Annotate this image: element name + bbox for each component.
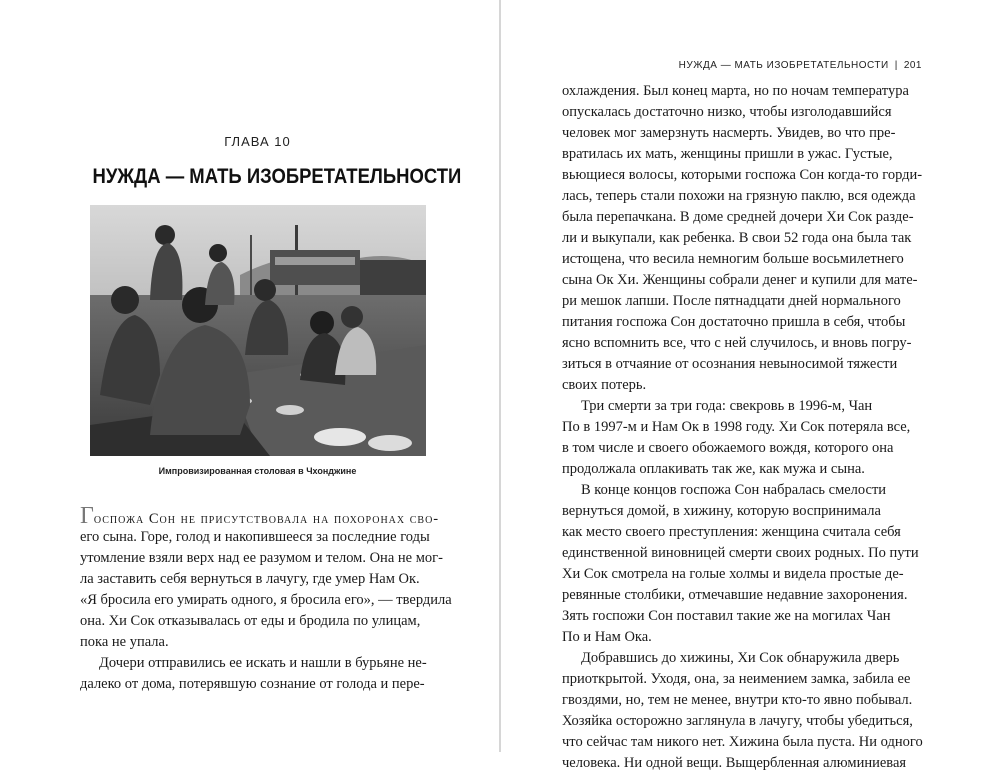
text-line: ри мешок лапши. После пятнадцати дней нормального bbox=[562, 293, 901, 309]
first-line bbox=[80, 503, 440, 529]
text-line: лась, теперь стали похожи на грязную паклю, вся одежда bbox=[562, 188, 916, 204]
text-line: Хи Сок смотрела на голые холмы и видела простые де- bbox=[562, 566, 904, 582]
photo-image bbox=[90, 205, 426, 456]
text-line: вернуться домой, в хижину, которую воспринимала bbox=[562, 503, 881, 519]
photo-caption: Импровизированная столовая в Чхонджине bbox=[158, 466, 357, 476]
text-line: утомление взяли верх над ее разумом и телом. Она не мог- bbox=[80, 550, 443, 566]
text-line: зиться в отчаяние от осознания невыносимой тяжести bbox=[562, 356, 898, 372]
text-line: сына Ок Хи. Женщины собрали денег и купили для мате- bbox=[562, 272, 918, 288]
text-line: Хозяйка осторожно заглянула в лачугу, чтобы убедиться, bbox=[562, 713, 913, 729]
text-line: гвоздями, но, тем не менее, внутри кто-то явно побывал. bbox=[562, 692, 913, 708]
text-line: как место своего преступления: женщина считала себя bbox=[562, 524, 901, 540]
text-line: опускалась достаточно низко, чтобы изголодавшийся bbox=[562, 104, 892, 120]
text-line: ли и выкупали, как ребенка. В свои 52 года она была так bbox=[562, 230, 912, 246]
text-line: вратилась их мать, женщины пришли в ужас. Густые, bbox=[562, 146, 893, 162]
text-line: продолжала оплакивать так же, как мужа и сына. bbox=[562, 461, 865, 477]
drop-cap: Г bbox=[80, 503, 94, 529]
text-line: Три смерти за три года: свекровь в 1996-м, Чан bbox=[581, 398, 873, 414]
text-line: Добравшись до хижины, Хи Сок обнаружила дверь bbox=[581, 650, 900, 666]
text-line: была перепачкана. В доме средней дочери Хи Сок разде- bbox=[562, 209, 914, 225]
text-line: Зять госпожи Сон поставил такие же на могилах Чан bbox=[562, 608, 891, 624]
text-line: По в 1997-м и Нам Ок в 1998 году. Хи Сок потеряла все, bbox=[562, 419, 911, 435]
text-line: вьющиеся волосы, которыми госпожа Сон когда-то горди- bbox=[562, 167, 923, 183]
chapter-photo bbox=[90, 205, 426, 456]
running-head-separator: | bbox=[894, 60, 898, 71]
right-body-text bbox=[562, 81, 923, 774]
chapter-title: НУЖДА — МАТЬ ИЗОБРЕТАТЕЛЬНОСТИ bbox=[92, 165, 462, 188]
text-line: ясно вспомнить все, что с ней случилось, и вновь погру- bbox=[562, 335, 912, 351]
text-line: единственной виновницей смерти своих родных. По пути bbox=[562, 545, 919, 561]
left-body-text bbox=[80, 503, 452, 695]
text-line: ла заставить себя вернуться в лачугу, где умер Нам Ок. bbox=[80, 571, 420, 587]
text-line: что сейчас там никого нет. Хижина была пуста. Ни одного bbox=[562, 734, 923, 750]
text-line: истощена, что весила немногим больше восьмилетнего bbox=[562, 251, 904, 267]
first-words: оспожа Сон не присутствовала на похоронах сво- bbox=[93, 511, 440, 527]
text-line: человека. Ни одной вещи. Выщербленная алюминиевая bbox=[562, 755, 907, 771]
text-line: приоткрытой. Уходя, она, за неимением замка, забила ее bbox=[562, 671, 911, 687]
text-line: Дочери отправились ее искать и нашли в бурьяне не- bbox=[99, 655, 427, 671]
running-head bbox=[679, 60, 922, 71]
text-line: своих потерь. bbox=[562, 377, 647, 393]
page-number: 201 bbox=[903, 60, 922, 71]
text-line: «Я бросила его умирать одного, я бросила его», — твердила bbox=[80, 592, 452, 608]
text-line: В конце концов госпожа Сон набралась смелости bbox=[581, 482, 887, 498]
text-line: питания госпожа Сон достаточно пришла в себя, чтобы bbox=[562, 314, 906, 330]
text-line: пока не упала. bbox=[80, 634, 169, 650]
text-line: По и Нам Ока. bbox=[562, 629, 652, 645]
text-line: в том числе и своего обожаемого вождя, которого она bbox=[562, 440, 894, 456]
text-line: его сына. Горе, голод и накопившееся за последние годы bbox=[80, 529, 430, 545]
text-line: охлаждения. Был конец марта, но по ночам температура bbox=[562, 83, 909, 99]
text-line: ревянные столбики, отмечавшие недавние захоронения. bbox=[562, 587, 908, 603]
text-line: далеко от дома, потерявшую сознание от голода и пере- bbox=[80, 676, 425, 692]
text-line: она. Хи Сок отказывалась от еды и бродила по улицам, bbox=[80, 613, 421, 629]
chapter-label: ГЛАВА 10 bbox=[224, 134, 291, 149]
running-head-title: НУЖДА — МАТЬ ИЗОБРЕТАТЕЛЬНОСТИ bbox=[678, 60, 889, 71]
text-line: человек мог замерзнуть насмерть. Увидев, во что пре- bbox=[562, 125, 896, 141]
left-page bbox=[0, 0, 499, 752]
